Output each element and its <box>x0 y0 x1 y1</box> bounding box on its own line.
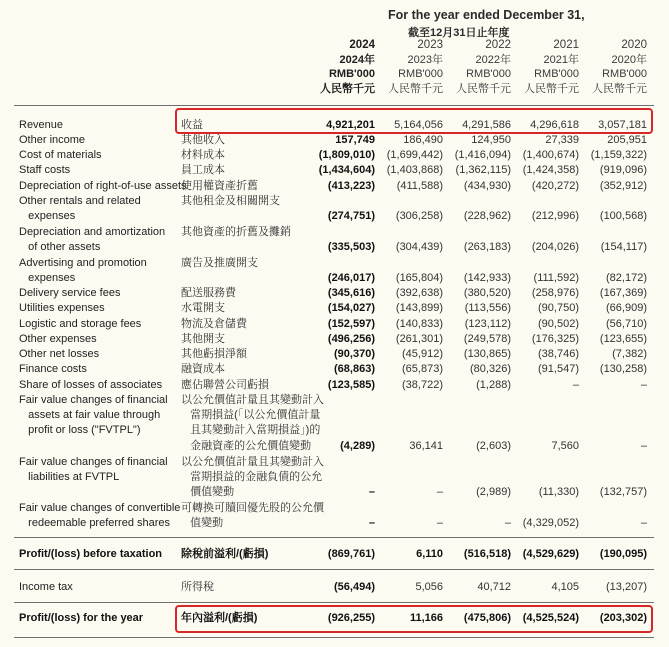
cell-2021: 4,296,618 <box>530 119 579 131</box>
cell-2024: (68,863) <box>334 363 375 375</box>
row-label-en <box>19 148 102 163</box>
cell-2021: (1,400,674) <box>522 149 579 161</box>
cell-2022: 124,950 <box>471 134 511 146</box>
row-label-en-line: Staff costs <box>19 164 71 176</box>
row-label-en-line: Other income <box>19 134 86 146</box>
cell-2023: 6,110 <box>416 548 443 560</box>
row-label-en <box>19 347 99 362</box>
cell-2023: (306,258) <box>395 210 443 222</box>
cell-2020: – <box>640 440 647 452</box>
column-header-2022: 2022 2022年 RMB'000 人民幣千元 <box>456 39 511 95</box>
row-label-zh <box>181 347 247 362</box>
cell-2022: (1,362,115) <box>455 164 511 176</box>
header-divider <box>14 105 654 106</box>
cell-2024: 4,921,201 <box>326 119 375 131</box>
row-label-en-line: Profit/(loss) before taxation <box>19 548 163 560</box>
cell-2022: (1,416,094) <box>454 149 511 161</box>
row-label-zh <box>181 332 225 347</box>
row-label-en-line: liabilities at FVTPL <box>19 471 120 484</box>
row-label-en <box>19 362 87 377</box>
row-label-en-line: Logistic and storage fees <box>19 318 142 330</box>
cell-2022: (434,930) <box>463 180 511 192</box>
cell-2023: (65,873) <box>402 363 443 375</box>
row-label-en <box>19 286 120 301</box>
cell-2021: 4,105 <box>551 581 579 593</box>
cell-2024: (154,027) <box>327 302 375 314</box>
cell-2020: (203,302) <box>599 612 647 624</box>
row-label-en <box>19 455 168 485</box>
cell-2021: 27,339 <box>545 134 579 146</box>
cell-2020: (100,568) <box>599 210 647 222</box>
row-label-en-line: Fair value changes of financial <box>19 394 168 406</box>
cell-2021: (258,976) <box>531 287 579 299</box>
cell-2023: (143,899) <box>395 302 443 314</box>
row-label-zh-line: 其他租金及相關開支 <box>181 195 280 207</box>
cell-2020: (66,909) <box>606 302 647 314</box>
cell-2022: (263,183) <box>463 241 511 253</box>
cell-2023: – <box>436 486 443 498</box>
row-label-zh-line: 應佔聯營公司虧損 <box>181 379 269 391</box>
row-label-en-line: Profit/(loss) for the year <box>19 612 144 624</box>
row-label-en-line: redeemable preferred shares <box>19 517 171 530</box>
cell-2020: (82,172) <box>606 272 647 284</box>
row-label-zh-line: 金融資產的公允價值變動 <box>181 439 312 452</box>
cell-2020: (13,207) <box>606 581 647 593</box>
row-label-zh-line: 年內溢利/(虧損) <box>181 612 258 624</box>
period-title-zh: 截至12月31日止年度 <box>408 27 510 39</box>
column-header-2021: 2021 2021年 RMB'000 人民幣千元 <box>524 39 579 95</box>
cell-2021: (4,529,629) <box>522 548 579 560</box>
row-label-zh <box>181 148 225 163</box>
cell-2023: 11,166 <box>409 612 443 624</box>
cell-2021: (111,592) <box>533 272 579 284</box>
cell-2021: (11,330) <box>538 486 579 498</box>
row-label-zh <box>181 393 324 454</box>
row-label-en-line: Cost of materials <box>19 149 102 161</box>
cell-2020: (919,096) <box>599 164 647 176</box>
row-label-zh-line: 值變動 <box>181 517 224 530</box>
cell-2024: (123,585) <box>327 379 375 391</box>
row-label-zh-line: 收益 <box>181 119 203 131</box>
cell-2022: – <box>504 517 511 529</box>
cell-2020: (7,382) <box>612 348 647 360</box>
row-label-zh <box>181 501 324 531</box>
cell-2020: (190,095) <box>599 548 647 560</box>
revenue-highlight-box <box>175 108 653 134</box>
cell-2024: (56,494) <box>334 581 375 593</box>
cell-2023: (261,301) <box>395 333 443 345</box>
row-label-en <box>19 179 187 194</box>
cell-2024: (4,289) <box>340 440 375 452</box>
cell-2024: (90,370) <box>334 348 375 360</box>
cell-2020: (1,159,322) <box>590 149 647 161</box>
cell-2021: – <box>572 379 579 391</box>
cell-2024: (1,434,604) <box>318 164 375 176</box>
cell-2024: (345,616) <box>327 287 375 299</box>
cell-2020: (123,655) <box>599 333 647 345</box>
cell-2021: (38,746) <box>538 348 579 360</box>
cell-2021: (420,272) <box>531 180 579 192</box>
row-label-zh <box>181 317 247 332</box>
cell-2020: (154,117) <box>600 241 647 253</box>
row-label-zh <box>181 286 236 301</box>
cell-2022: (1,288) <box>476 379 511 391</box>
row-label-zh <box>181 455 324 501</box>
cell-2022: 40,712 <box>477 581 511 593</box>
cell-2020: (130,258) <box>599 363 647 375</box>
row-label-zh-line: 所得稅 <box>181 581 214 593</box>
period-title: For the year ended December 31, <box>388 8 585 22</box>
cell-2022: 4,291,586 <box>462 119 511 131</box>
row-label-en <box>19 611 143 626</box>
cell-2024: (926,255) <box>327 612 375 624</box>
row-label-zh-line: 以公允價值計量且其變動計入 <box>181 394 324 406</box>
row-label-en-line: assets at fair value through <box>19 409 161 422</box>
cell-2021: (212,996) <box>531 210 579 222</box>
row-label-zh <box>181 225 291 240</box>
row-label-en-line: Other rentals and related <box>19 195 141 207</box>
row-label-zh <box>181 179 258 194</box>
cell-2023: 5,056 <box>415 581 443 593</box>
cell-2024: (413,223) <box>327 180 375 192</box>
cell-2024: (869,761) <box>327 548 375 560</box>
divider-before-pbt <box>14 537 654 538</box>
cell-2024: – <box>368 517 375 529</box>
cell-2024: (152,597) <box>327 318 375 330</box>
row-label-zh-line: 當期損益(「以公允價值計量 <box>181 409 321 422</box>
cell-2020: (132,757) <box>599 486 647 498</box>
cell-2024: (274,751) <box>327 210 375 222</box>
row-label-en-line: Other expenses <box>19 333 97 345</box>
profit-highlight-box <box>175 605 653 633</box>
cell-2022: (123,112) <box>464 318 511 330</box>
cell-2022: (142,933) <box>463 272 511 284</box>
cell-2021: 7,560 <box>551 440 579 452</box>
cell-2023: (45,912) <box>402 348 443 360</box>
cell-2022: (130,865) <box>463 348 511 360</box>
cell-2023: – <box>436 517 443 529</box>
row-label-en <box>19 133 85 148</box>
divider-after-pbt <box>14 569 654 570</box>
cell-2021: (4,329,052) <box>522 517 579 529</box>
cell-2024: 157,749 <box>335 134 375 146</box>
row-label-en-line: of other assets <box>19 241 101 254</box>
row-label-zh-line: 使用權資產折舊 <box>181 180 258 192</box>
row-label-en <box>19 256 147 286</box>
row-label-zh <box>181 163 225 178</box>
row-label-en-line: Fair value changes of financial <box>19 456 168 468</box>
cell-2023: (392,638) <box>395 287 443 299</box>
cell-2022: (249,578) <box>463 333 511 345</box>
row-label-zh-line: 其他收入 <box>181 134 225 146</box>
cell-2022: (516,518) <box>463 548 511 560</box>
cell-2023: (165,804) <box>395 272 443 284</box>
row-label-zh-line: 融資成本 <box>181 363 225 375</box>
cell-2024: (246,017) <box>327 272 375 284</box>
row-label-zh-line: 其他資產的折舊及攤銷 <box>181 226 291 238</box>
row-label-en <box>19 194 141 224</box>
cell-2020: – <box>640 517 647 529</box>
row-label-en-line: Utilities expenses <box>19 302 105 314</box>
cell-2023: 5,164,056 <box>394 119 443 131</box>
row-label-en-line: Finance costs <box>19 363 87 375</box>
cell-2023: (1,699,442) <box>386 149 443 161</box>
row-label-en-line: Income tax <box>19 581 73 593</box>
row-label-en-line: Depreciation of right-of-use assets <box>19 180 187 192</box>
row-label-zh-line: 材料成本 <box>181 149 225 161</box>
cell-2020: (352,912) <box>599 180 647 192</box>
cell-2022: (2,989) <box>476 486 511 498</box>
row-label-en-line: Other net losses <box>19 348 100 360</box>
row-label-en <box>19 547 162 562</box>
row-label-en <box>19 163 70 178</box>
row-label-zh <box>181 133 225 148</box>
row-label-zh <box>181 301 225 316</box>
row-label-en <box>19 118 63 133</box>
cell-2023: (1,403,868) <box>386 164 443 176</box>
row-label-zh-line: 其他開支 <box>181 333 225 345</box>
row-label-zh-line: 以公允價值計量且其變動計入 <box>181 456 324 468</box>
cell-2024: (335,503) <box>327 241 375 253</box>
cell-2023: (304,439) <box>395 241 443 253</box>
cell-2023: (140,833) <box>395 318 443 330</box>
row-label-en <box>19 332 97 347</box>
row-label-zh-line: 廣告及推廣開支 <box>181 257 258 269</box>
cell-2020: (56,710) <box>606 318 647 330</box>
cell-2024: – <box>368 486 375 498</box>
row-label-zh-line: 員工成本 <box>181 164 225 176</box>
divider-before-profit-year <box>14 602 654 603</box>
divider-after-profit-year <box>14 637 654 638</box>
column-header-2023: 2023 2023年 RMB'000 人民幣千元 <box>388 39 443 95</box>
row-label-zh-line: 物流及倉儲費 <box>181 318 247 330</box>
row-label-zh <box>181 194 280 209</box>
cell-2021: (91,547) <box>538 363 579 375</box>
cell-2021: (1,424,358) <box>522 164 579 176</box>
cell-2022: (228,962) <box>463 210 511 222</box>
column-header-2024: 2024 2024年 RMB'000 人民幣千元 <box>320 39 375 95</box>
cell-2024: (496,256) <box>327 333 375 345</box>
row-label-en-line: Revenue <box>19 119 64 131</box>
cell-2020: (167,369) <box>599 287 647 299</box>
cell-2021: (4,525,524) <box>522 612 579 624</box>
row-label-en <box>19 393 168 439</box>
cell-2021: (176,325) <box>531 333 579 345</box>
row-label-zh-line: 除稅前溢利/(虧損) <box>181 548 269 560</box>
row-label-en-line: Fair value changes of convertible <box>19 502 181 514</box>
cell-2021: (204,026) <box>531 241 579 253</box>
row-label-en-line: expenses <box>19 272 76 285</box>
cell-2022: (80,326) <box>470 363 511 375</box>
row-label-zh-line: 配送服務費 <box>181 287 236 299</box>
row-label-en <box>19 301 105 316</box>
row-label-zh <box>181 547 268 562</box>
row-label-zh-line: 價值變動 <box>181 486 235 499</box>
row-label-en <box>19 317 141 332</box>
cell-2024: (1,809,010) <box>318 149 375 161</box>
row-label-en <box>19 225 165 255</box>
cell-2021: (90,502) <box>538 318 579 330</box>
row-label-en <box>19 378 162 393</box>
row-label-en <box>19 501 180 531</box>
cell-2022: (475,806) <box>463 612 511 624</box>
cell-2020: – <box>640 379 647 391</box>
row-label-zh-line: 且其變動計入當期損益」)的 <box>181 424 321 437</box>
row-label-en <box>19 580 73 595</box>
cell-2023: 36,141 <box>409 440 443 452</box>
row-label-zh <box>181 256 258 271</box>
row-label-en-line: profit or loss ("FVTPL") <box>19 424 141 437</box>
cell-2023: (411,588) <box>396 180 443 192</box>
cell-2022: (113,556) <box>464 302 511 314</box>
row-label-zh <box>181 580 214 595</box>
cell-2023: (38,722) <box>402 379 443 391</box>
row-label-en-line: Share of losses of associates <box>19 379 163 391</box>
row-label-en-line: Delivery service fees <box>19 287 121 299</box>
row-label-zh <box>181 362 225 377</box>
row-label-zh-line: 可轉換可贖回優先股的公允價 <box>181 502 324 514</box>
row-label-en-line: Advertising and promotion <box>19 257 147 269</box>
row-label-zh-line: 其他虧損淨額 <box>181 348 247 360</box>
cell-2021: (90,750) <box>538 302 579 314</box>
row-label-zh-line: 水電開支 <box>181 302 225 314</box>
cell-2020: 205,951 <box>607 134 647 146</box>
row-label-zh <box>181 378 269 393</box>
row-label-en-line: Depreciation and amortization <box>19 226 166 238</box>
cell-2020: 3,057,181 <box>598 119 647 131</box>
row-label-en-line: expenses <box>19 210 76 223</box>
cell-2023: 186,490 <box>403 134 443 146</box>
column-header-2020: 2020 2020年 RMB'000 人民幣千元 <box>592 39 647 95</box>
row-label-zh-line: 當期損益的金融負債的公允 <box>181 471 323 484</box>
cell-2022: (2,603) <box>476 440 511 452</box>
cell-2022: (380,520) <box>463 287 511 299</box>
